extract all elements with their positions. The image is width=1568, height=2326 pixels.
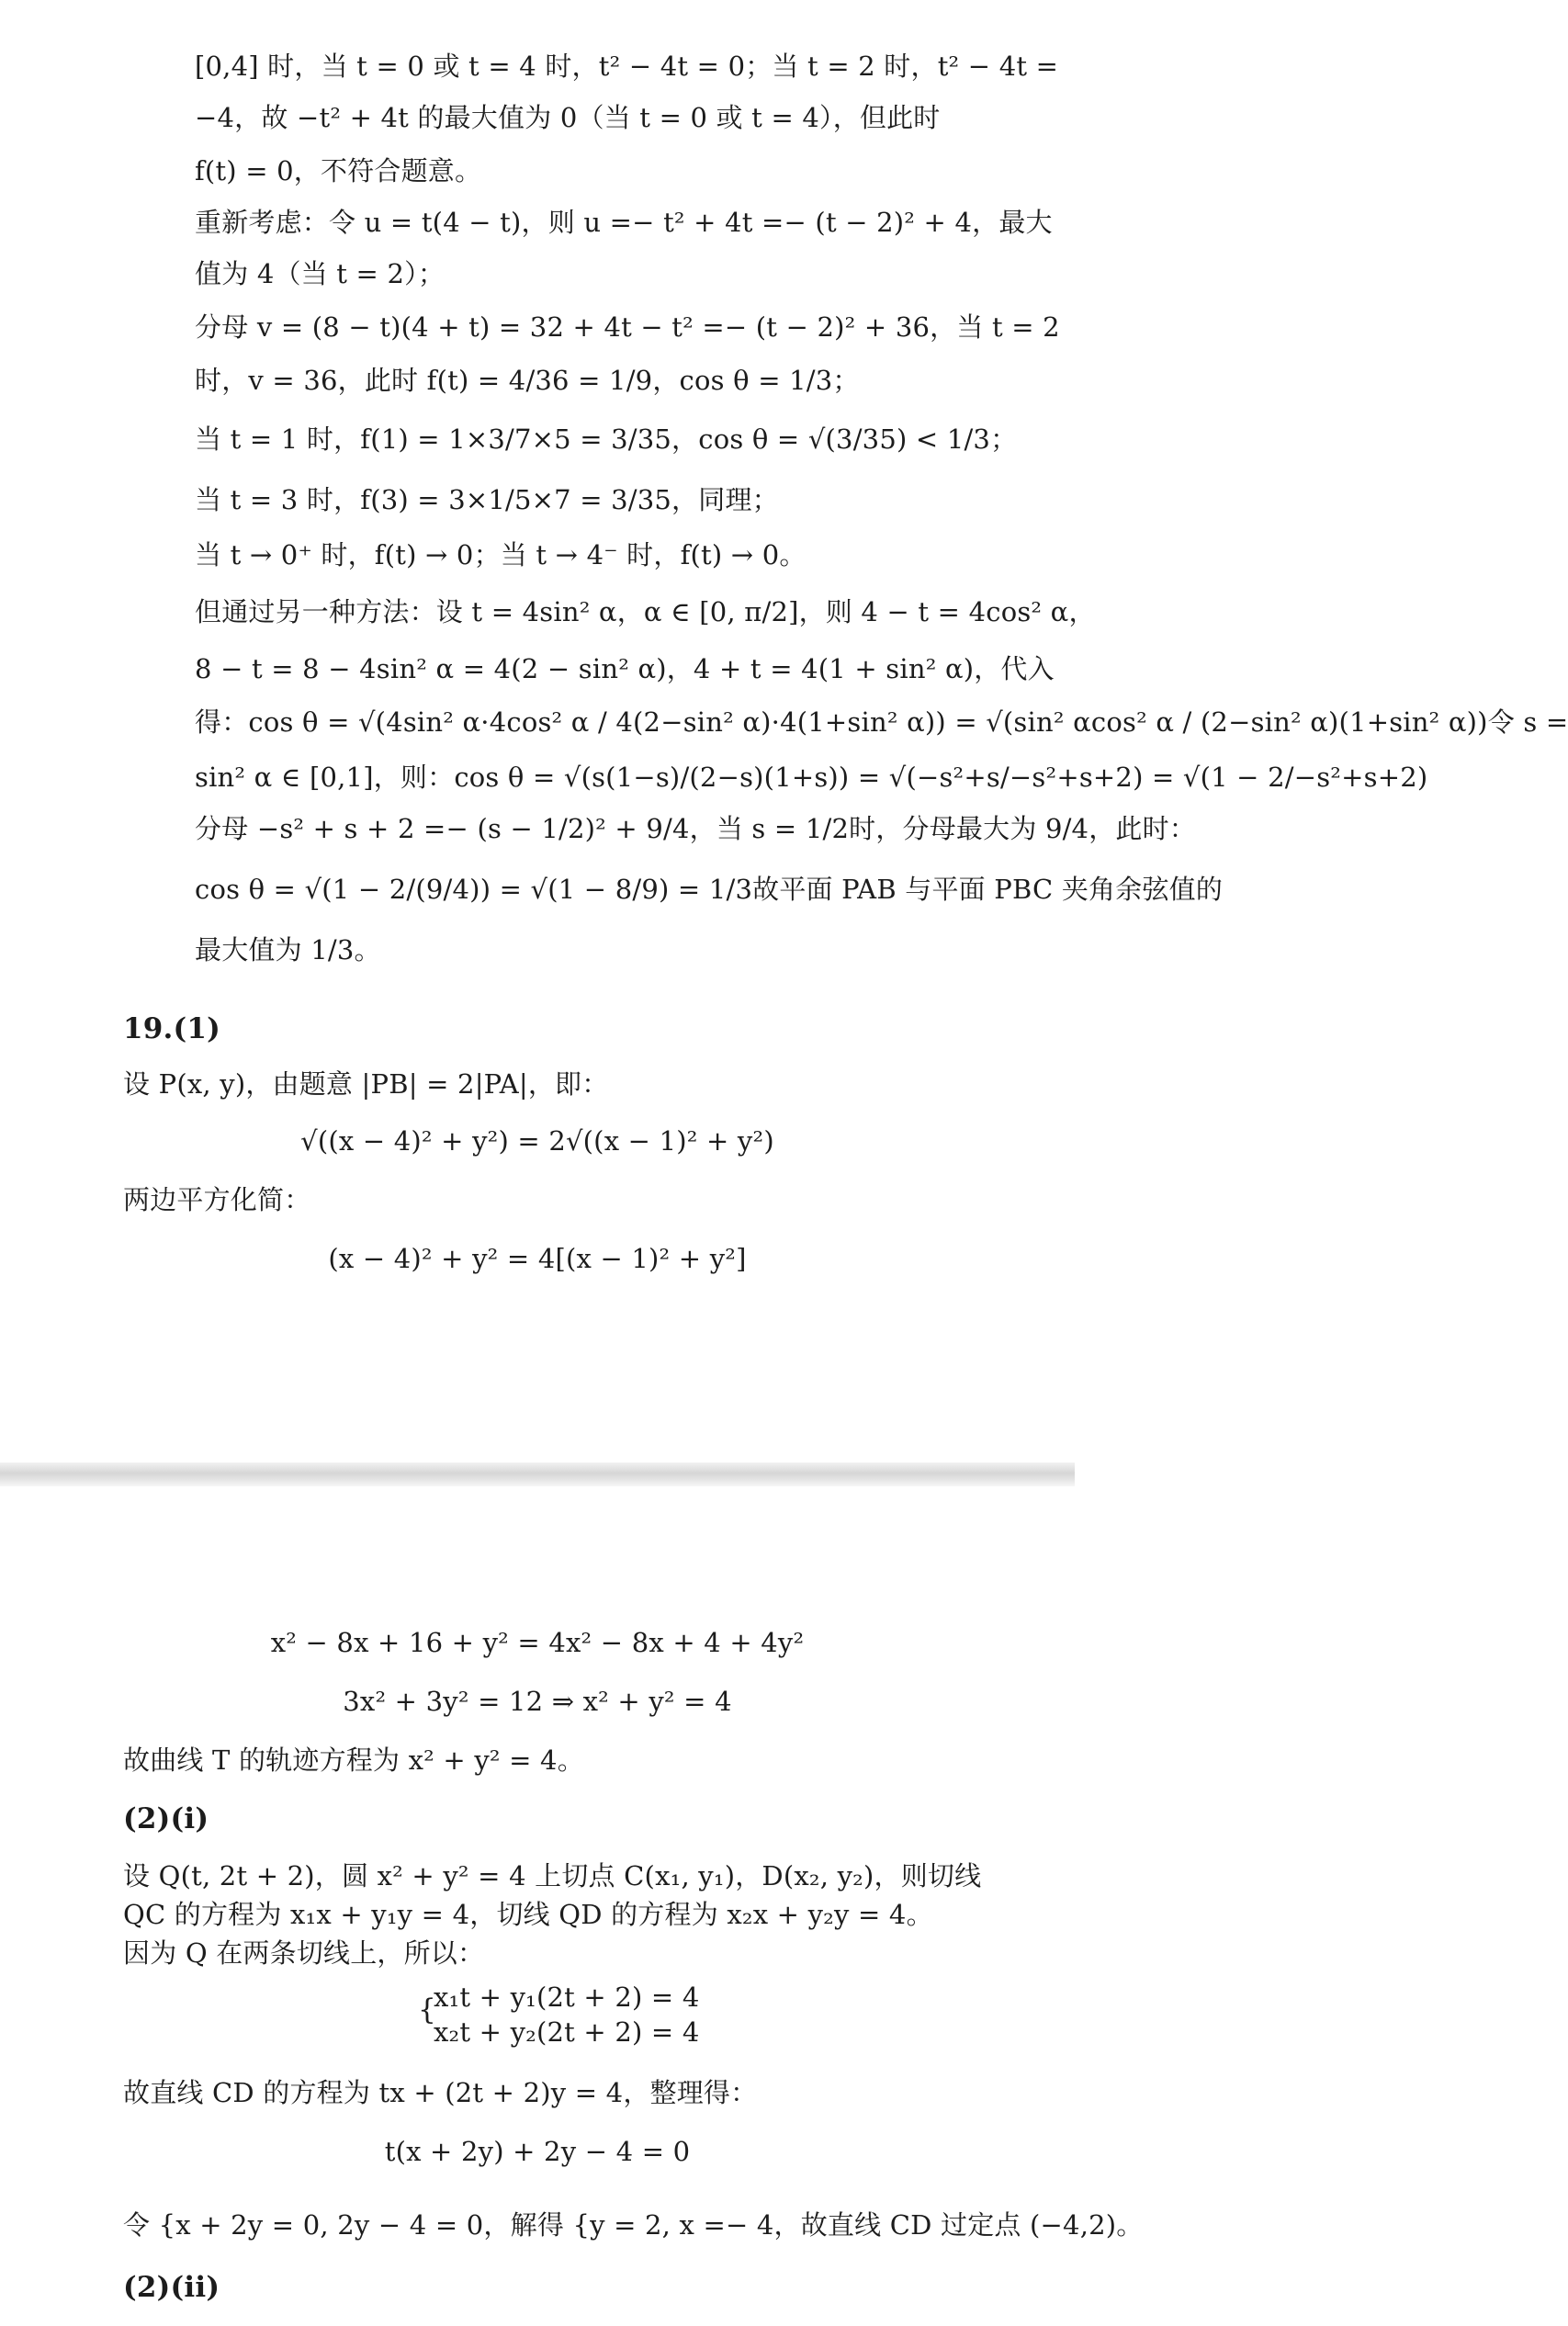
paragraph-square: 两边平方化简： (123, 1184, 311, 1215)
text-line-12: 8 − t = 8 − 4sin² α = 4(2 − sin² α)，4 + t = 4(1 + sin² α)，代入 (195, 653, 1055, 684)
paragraph-set-q: 设 Q(t, 2t + 2)，圆 x² + y² = 4 上切点 C(x₁, y₁)，D(x₂, y₂)，则切线 (123, 1860, 982, 1891)
paragraph-line-cd: 故直线 CD 的方程为 tx + (2t + 2)y = 4，整理得： (123, 2077, 758, 2108)
section-heading-2-i: (2)(i) (123, 1802, 209, 1835)
text-line-17: 最大值为 1/3。 (195, 934, 381, 965)
system-equation-1: x₁t + y₁(2t + 2) = 4 (434, 1982, 700, 2013)
text-line-2: −4，故 −t² + 4t 的最大值为 0（当 t = 0 或 t = 4），但此时 (195, 102, 941, 133)
section-heading-19-1: 19.(1) (123, 1012, 221, 1045)
section-heading-2-ii: (2)(ii) (123, 2271, 220, 2304)
text-line-4: 重新考虑：令 u = t(4 − t)，则 u =− t² + 4t =− (t − 2)² + 4，最大 (195, 207, 1053, 238)
paragraph-locus-result: 故曲线 T 的轨迹方程为 x² + y² = 4。 (123, 1744, 584, 1776)
text-line-3: f(t) = 0，不符合题意。 (195, 155, 482, 186)
text-line-7: 时，v = 36，此时 f(t) = 4/36 = 1/9，cos θ = 1/3； (195, 365, 860, 396)
text-line-11: 但通过另一种方法：设 t = 4sin² α，α ∈ [0, π/2]，则 4 − t = 4cos² α， (195, 596, 1096, 627)
paragraph-tangent-lines: QC 的方程为 x₁x + y₁y = 4，切线 QD 的方程为 x₂x + y₂y = 4。 (123, 1899, 933, 1930)
paragraph-fixed-point: 令 {x + 2y = 0, 2y − 4 = 0，解得 {y = 2, x =− 4，故直线 CD 过定点 (−4,2)。 (123, 2209, 1144, 2241)
text-line-13: 得：cos θ = √(4sin² α·4cos² α / 4(2−sin² α)·4(1+sin² α)) = √(sin² αcos² α / (2−sin² α)(1+sin² α))令 s = (195, 706, 1568, 738)
text-line-8: 当 t = 1 时，f(1) = 1×3/7×5 = 3/35，cos θ = √(3/35) < 1/3； (195, 423, 1018, 455)
equation-circle-derivation: 3x² + 3y² = 12 ⇒ x² + y² = 4 (343, 1686, 732, 1717)
text-line-14: sin² α ∈ [0,1]，则：cos θ = √(s(1−s)/(2−s)(1+s)) = √(−s²+s/−s²+s+2) = √(1 − 2/−s²+s+2) (195, 762, 1428, 793)
page-2 (0, 1486, 1144, 2326)
equation-squared: (x − 4)² + y² = 4[(x − 1)² + y²] (328, 1243, 747, 1274)
equation-line-cd: t(x + 2y) + 2y − 4 = 0 (384, 2136, 691, 2167)
text-line-10: 当 t → 0⁺ 时，f(t) → 0；当 t → 4⁻ 时，f(t) → 0。 (195, 539, 807, 570)
system-brace: { (418, 1993, 436, 2027)
page-separator (0, 1462, 1075, 1486)
equation-distance: √((x − 4)² + y²) = 2√((x − 1)² + y²) (300, 1125, 774, 1157)
system-equation-2: x₂t + y₂(2t + 2) = 4 (434, 2016, 700, 2048)
text-line-9: 当 t = 3 时，f(3) = 3×1/5×7 = 3/35，同理； (195, 484, 779, 515)
text-line-1: [0,4] 时，当 t = 0 或 t = 4 时，t² − 4t = 0；当 t = 2 时，t² − 4t = (195, 51, 1059, 82)
text-line-5: 值为 4（当 t = 2）； (195, 258, 446, 289)
text-line-6: 分母 v = (8 − t)(4 + t) = 32 + 4t − t² =− (t − 2)² + 36，当 t = 2 (195, 311, 1060, 343)
equation-expanded: x² − 8x + 16 + y² = 4x² − 8x + 4 + 4y² (270, 1627, 805, 1658)
text-line-15: 分母 −s² + s + 2 =− (s − 1/2)² + 9/4，当 s = 1/2时，分母最大为 9/4，此时： (195, 813, 1197, 844)
text-line-16: cos θ = √(1 − 2/(9/4)) = √(1 − 8/9) = 1/3故平面 PAB 与平面 PBC 夹角余弦值的 (195, 874, 1224, 905)
paragraph-set-p: 设 P(x, y)，由题意 |PB| = 2|PA|，即： (123, 1068, 609, 1100)
paragraph-q-on-tangents: 因为 Q 在两条切线上，所以： (123, 1937, 485, 1969)
